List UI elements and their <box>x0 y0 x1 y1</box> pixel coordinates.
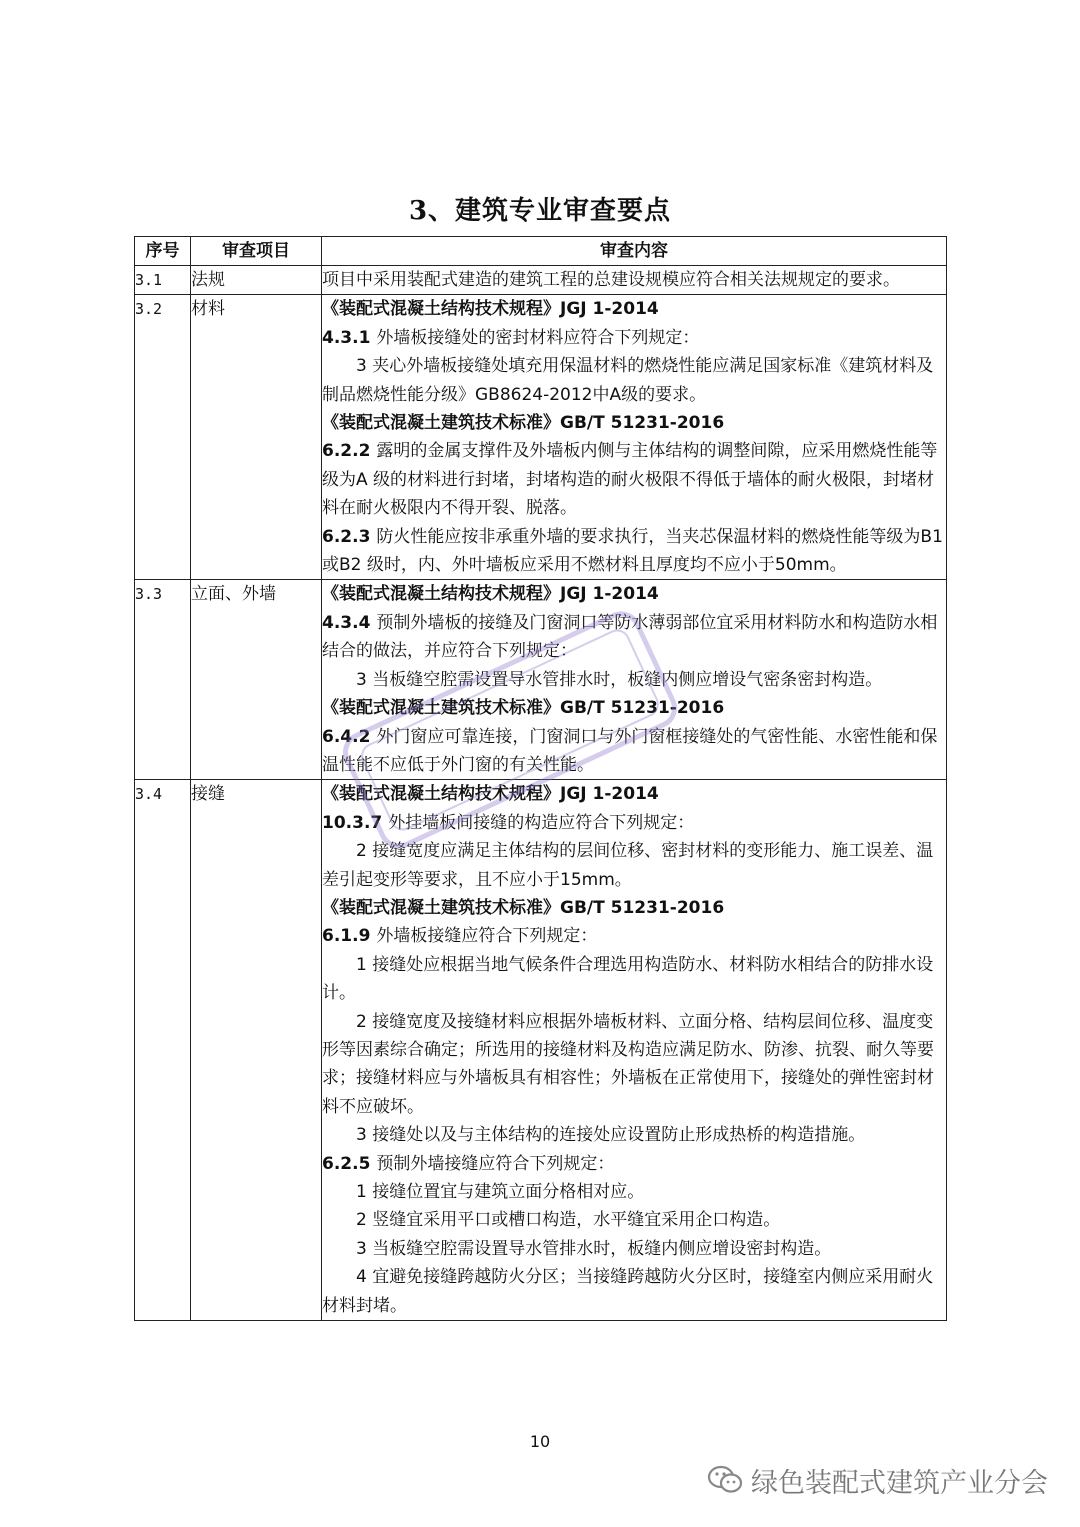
line-text: 外挂墙板间接缝的构造应符合下列规定： <box>388 812 695 833</box>
line-text: 3 当板缝空腔需设置导水管排水时，板缝内侧应增设气密条密封构造。 <box>356 669 883 690</box>
standard-reference <box>322 295 946 323</box>
clause-line <box>322 809 946 837</box>
line-text: 2 接缝宽度及接缝材料应根据外墙板材料、立面分格、结构层间位移、温度变形等因素综合确定；所选用的接缝材料及构造应满足防水、防渗、抗裂、耐久等要求；接缝材料应与外墙板具有相容性；外墙板在正常使用下，接缝处的弹性密封材料不应破坏。 <box>322 1011 934 1117</box>
table-row <box>135 580 947 780</box>
row-number: 3.4 <box>135 780 191 1321</box>
clause-number: 6.1.9 <box>322 926 371 947</box>
row-item: 立面、外墙 <box>191 580 322 780</box>
line-text: 露明的金属支撑件及外墙板内侧与主体结构的调整间隙，应采用燃烧性能等级为A 级的材料进行封堵，封堵构造的耐火极限不得低于墙体的耐火极限，封堵材料在耐火极限内不得开裂、脱落。 <box>322 441 938 519</box>
line-text: 3 夹心外墙板接缝处填充用保温材料的燃烧性能应满足国家标准《建筑材料及制品燃烧性能分级》GB8624-2012中A级的要求。 <box>322 356 934 405</box>
review-table <box>134 236 947 1321</box>
content-line <box>322 1263 946 1320</box>
line-text: 3 接缝处以及与主体结构的连接处应设置防止形成热桥的构造措施。 <box>356 1125 866 1146</box>
clause-line <box>322 437 946 522</box>
content-line <box>322 837 946 894</box>
clause-number: 6.4.2 <box>322 726 371 747</box>
header-number: 序号 <box>135 237 191 266</box>
row-content <box>322 266 947 295</box>
footer-text: 绿色装配式建筑产业分会 <box>751 1467 1048 1499</box>
line-text: 《装配式混凝土结构技术规程》JGJ 1-2014 <box>322 784 659 805</box>
line-text: 《装配式混凝土建筑技术标准》GB/T 51231-2016 <box>322 698 725 719</box>
clause-number: 4.3.1 <box>322 327 371 348</box>
content-line <box>322 1121 946 1149</box>
clause-line <box>322 609 946 666</box>
content-line <box>322 666 946 694</box>
line-text: 防火性能应按非承重外墙的要求执行，当夹芯保温材料的燃烧性能等级为B1 或B2 级时，内、外叶墙板应采用不燃材料且厚度均不应小于50mm。 <box>322 526 943 576</box>
header-content: 审查内容 <box>322 237 947 266</box>
row-content <box>322 780 947 1321</box>
line-text: 1 接缝处应根据当地气候条件合理选用构造防水、材料防水相结合的防排水设计。 <box>322 954 934 1004</box>
standard-reference <box>322 409 946 437</box>
clause-number: 4.3.4 <box>322 612 371 633</box>
row-number: 3.1 <box>135 266 191 295</box>
content-line <box>322 1008 946 1122</box>
standard-reference <box>322 694 946 722</box>
content-line <box>322 352 946 409</box>
content-line <box>322 1178 946 1206</box>
clause-line <box>322 922 946 950</box>
footer-brand <box>707 1460 1048 1500</box>
row-number: 3.2 <box>135 295 191 580</box>
line-text: 外门窗应可靠连接，门窗洞口与外门窗框接缝处的气密性能、水密性能和保温性能不应低于外门窗的有关性能。 <box>322 726 938 775</box>
line-text: 4 宜避免接缝跨越防火分区；当接缝跨越防火分区时，接缝室内侧应采用耐火材料封堵。 <box>322 1267 934 1316</box>
line-text: 2 接缝宽度应满足主体结构的层间位移、密封材料的变形能力、施工误差、温差引起变形等要求，且不应小于15mm。 <box>322 841 934 890</box>
line-text: 《装配式混凝土结构技术规程》JGJ 1-2014 <box>322 584 659 605</box>
content-line <box>322 1235 946 1263</box>
clause-line <box>322 1150 946 1178</box>
content-line <box>322 1206 946 1234</box>
line-text: 预制外墙板的接缝及门窗洞口等防水薄弱部位宜采用材料防水和构造防水相结合的做法，并应符合下列规定： <box>322 612 938 662</box>
line-text: 《装配式混凝土结构技术规程》JGJ 1-2014 <box>322 299 659 320</box>
page-number: 10 <box>529 1432 551 1451</box>
row-item: 法规 <box>191 266 322 295</box>
row-content <box>322 295 947 580</box>
page-title: 3、建筑专业审查要点 <box>408 196 672 226</box>
row-number: 3.3 <box>135 580 191 780</box>
content-line <box>322 266 946 294</box>
standard-reference <box>322 780 946 808</box>
line-text: 项目中采用装配式建造的建筑工程的总建设规模应符合相关法规规定的要求。 <box>322 270 900 290</box>
line-text: 预制外墙接缝应符合下列规定： <box>376 1153 615 1174</box>
standard-reference <box>322 580 946 608</box>
line-text: 2 竖缝宜采用平口或槽口构造，水平缝宜采用企口构造。 <box>356 1210 781 1231</box>
content-line <box>322 951 946 1008</box>
clause-line <box>322 523 946 580</box>
clause-number: 6.2.3 <box>322 526 371 547</box>
row-content <box>322 580 947 780</box>
standard-reference <box>322 894 946 922</box>
wechat-icon <box>707 1464 743 1496</box>
header-item: 审查项目 <box>191 237 322 266</box>
line-text: 3 当板缝空腔需设置导水管排水时，板缝内侧应增设密封构造。 <box>356 1238 832 1259</box>
table-row <box>135 780 947 1321</box>
clause-line <box>322 723 946 780</box>
row-item: 材料 <box>191 295 322 580</box>
table-row <box>135 295 947 580</box>
clause-number: 6.2.2 <box>322 441 371 462</box>
line-text: 《装配式混凝土建筑技术标准》GB/T 51231-2016 <box>322 897 725 918</box>
clause-number: 10.3.7 <box>322 812 383 833</box>
clause-line <box>322 324 946 352</box>
line-text: 外墙板接缝处的密封材料应符合下列规定： <box>376 327 700 348</box>
table-header-row <box>135 237 947 266</box>
clause-number: 6.2.5 <box>322 1153 371 1174</box>
line-text: 1 接缝位置宜与建筑立面分格相对应。 <box>356 1182 645 1202</box>
line-text: 外墙板接缝应符合下列规定： <box>376 926 598 947</box>
line-text: 《装配式混凝土建筑技术标准》GB/T 51231-2016 <box>322 413 725 434</box>
table-row <box>135 266 947 295</box>
row-item: 接缝 <box>191 780 322 1321</box>
